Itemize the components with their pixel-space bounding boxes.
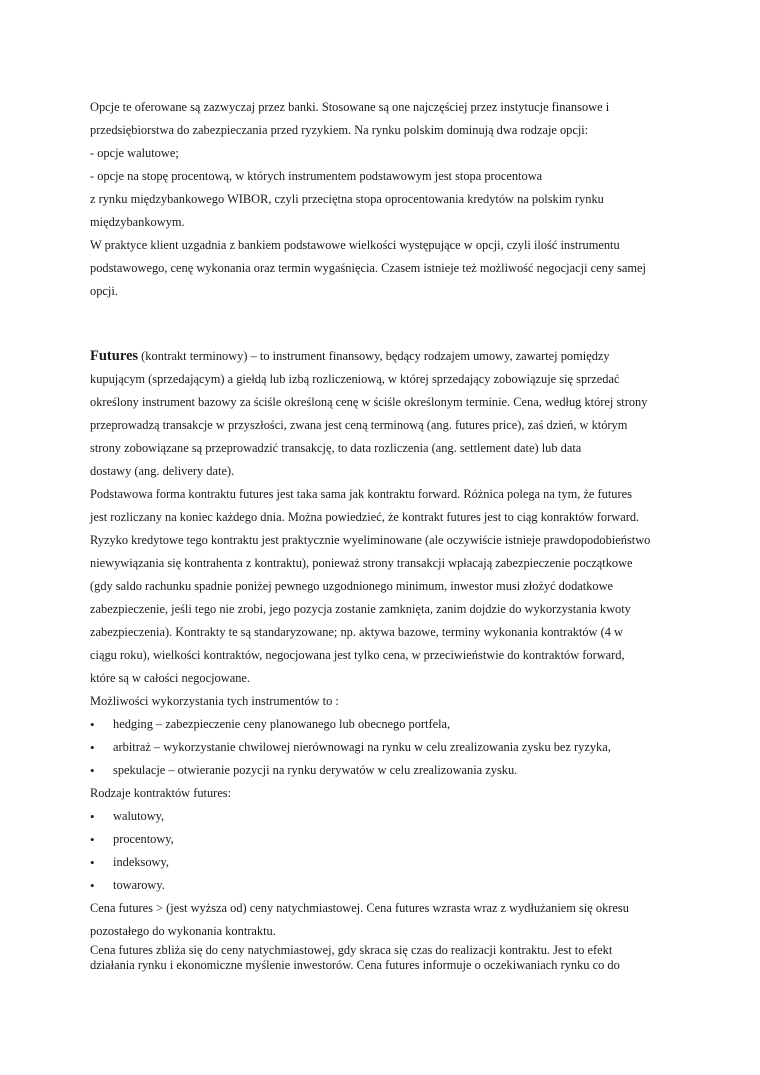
text-line: z rynku międzybankowego WIBOR, czyli przeciętna stopa oprocentowania kredytów na polskim rynku bbox=[90, 192, 604, 206]
text-line: międzybankowym. bbox=[90, 215, 185, 229]
list-item bbox=[90, 759, 680, 782]
futures-intro-text: (kontrakt terminowy) – to instrument finansowy, będący rodzajem umowy, zawartej pomiędzy bbox=[138, 349, 610, 363]
list-item bbox=[90, 713, 680, 736]
text-line: Cena futures > (jest wyższa od) ceny natychmiastowej. Cena futures wzrasta wraz z wydłużaniem się okresu bbox=[90, 901, 629, 915]
types-heading: Rodzaje kontraktów futures: bbox=[90, 786, 232, 800]
list-item-text: arbitraż – wykorzystanie chwilowej nierównowagi na rynku w celu zrealizowania zysku bez ryzyka, bbox=[113, 740, 611, 754]
text-line: Podstawowa forma kontraktu futures jest taka sama jak kontraktu forward. Różnica polega na tym, że futures bbox=[90, 487, 632, 501]
closing-paragraph bbox=[90, 897, 680, 943]
list-item bbox=[90, 736, 680, 759]
text-line: działania rynku i ekonomiczne myślenie inwestorów. Cena futures informuje o oczekiwaniach rynku co do bbox=[90, 957, 620, 972]
list-item bbox=[90, 828, 680, 851]
text-line: - opcje na stopę procentową, w których instrumentem podstawowym jest stopa procentowa bbox=[90, 169, 543, 183]
list-item-text: walutowy, bbox=[113, 809, 165, 823]
document-page bbox=[90, 96, 680, 972]
text-line: kupującym (sprzedającym) a giełdą lub izbą rozliczeniową, w której sprzedający zobowiązuje się sprzedać bbox=[90, 372, 620, 386]
bullet-icon: • bbox=[90, 878, 95, 893]
text-line: dostawy (ang. delivery date). bbox=[90, 464, 235, 478]
bullet-icon: • bbox=[90, 832, 95, 847]
list-item bbox=[90, 851, 680, 874]
text-line: ciągu roku), wielkości kontraktów, negocjowana jest tylko cena, w przeciwieństwie do kontraktów forward, bbox=[90, 648, 625, 662]
text-line: podstawowego, cenę wykonania oraz termin wygaśnięcia. Czasem istnieje też możliwość negocjacji ceny samej bbox=[90, 261, 646, 275]
futures-heading: Futures bbox=[90, 348, 139, 364]
text-line: przedsiębiorstwa do zabezpieczania przed ryzykiem. Na rynku polskim dominują dwa rodzaje opcji: bbox=[90, 123, 589, 137]
text-line: jest rozliczany na koniec każdego dnia. Można powiedzieć, że kontrakt futures jest to ciąg konraktów forward. bbox=[90, 510, 640, 524]
section-gap bbox=[90, 303, 680, 345]
text-line: niewywiązania się kontrahenta z kontraktu), ponieważ strony transakcji wpłacają zabezpieczenie początkowe bbox=[90, 556, 633, 570]
text-line: opcji. bbox=[90, 284, 118, 298]
futures-intro-line bbox=[90, 345, 680, 368]
closing-paragraph-tight bbox=[90, 943, 680, 972]
text-line: które są w całości negocjowane. bbox=[90, 671, 250, 685]
text-line: W praktyce klient uzgadnia z bankiem podstawowe wielkości występujące w opcji, czyli ilość instrumentu bbox=[90, 238, 620, 252]
futures-section bbox=[90, 345, 680, 972]
bullet-icon: • bbox=[90, 855, 95, 870]
text-line: Opcje te oferowane są zazwyczaj przez banki. Stosowane są one najczęściej przez instytucje finansowe i bbox=[90, 100, 610, 114]
text-line: strony zobowiązane są przeprowadzić transakcję, to data rozliczenia (ang. settlement date) lub data bbox=[90, 441, 582, 455]
list-item-text: procentowy, bbox=[113, 832, 174, 846]
text-line: pozostałego do wykonania kontraktu. bbox=[90, 924, 276, 938]
bullet-icon: • bbox=[90, 740, 95, 755]
list-item-text: towarowy. bbox=[113, 878, 165, 892]
text-line: zabezpieczenia). Kontrakty te są standaryzowane; np. aktywa bazowe, terminy wykonania kontraktów (4 w bbox=[90, 625, 623, 639]
types-list bbox=[90, 805, 680, 897]
text-line: Możliwości wykorzystania tych instrumentów to : bbox=[90, 694, 339, 708]
futures-body bbox=[90, 368, 680, 713]
list-item-text: indeksowy, bbox=[113, 855, 169, 869]
text-line: zabezpieczenie, jeśli tego nie zrobi, jego pozycja zostanie zamknięta, zanim dojdzie do wykorzystania kwoty bbox=[90, 602, 631, 616]
text-line: Cena futures zbliża się do ceny natychmiastowej, gdy skraca się czas do realizacji kontraktu. Jest to efekt bbox=[90, 943, 613, 957]
bullet-icon: • bbox=[90, 809, 95, 824]
text-line: - opcje walutowe; bbox=[90, 146, 179, 160]
uses-list bbox=[90, 713, 680, 782]
bullet-icon: • bbox=[90, 763, 95, 778]
text-line: (gdy saldo rachunku spadnie poniżej pewnego uzgodnionego minimum, inwestor musi złożyć dodatkowe bbox=[90, 579, 614, 593]
options-paragraph bbox=[90, 96, 680, 303]
list-item-text: hedging – zabezpieczenie ceny planowanego lub obecnego portfela, bbox=[113, 717, 451, 731]
list-item-text: spekulacje – otwieranie pozycji na rynku derywatów w celu zrealizowania zysku. bbox=[113, 763, 518, 777]
text-line: Ryzyko kredytowe tego kontraktu jest praktycznie wyeliminowane (ale oczywiście istnieje prawdopodobieństwo bbox=[90, 533, 651, 547]
text-line: określony instrument bazowy za ściśle określoną cenę w ściśle określonym terminie. Cena, według której strony bbox=[90, 395, 648, 409]
text-line: przeprowadzą transakcje w przyszłości, zwana jest ceną terminową (ang. futures price), zaś dzień, w którym bbox=[90, 418, 628, 432]
list-item bbox=[90, 805, 680, 828]
list-item bbox=[90, 874, 680, 897]
bullet-icon: • bbox=[90, 717, 95, 732]
